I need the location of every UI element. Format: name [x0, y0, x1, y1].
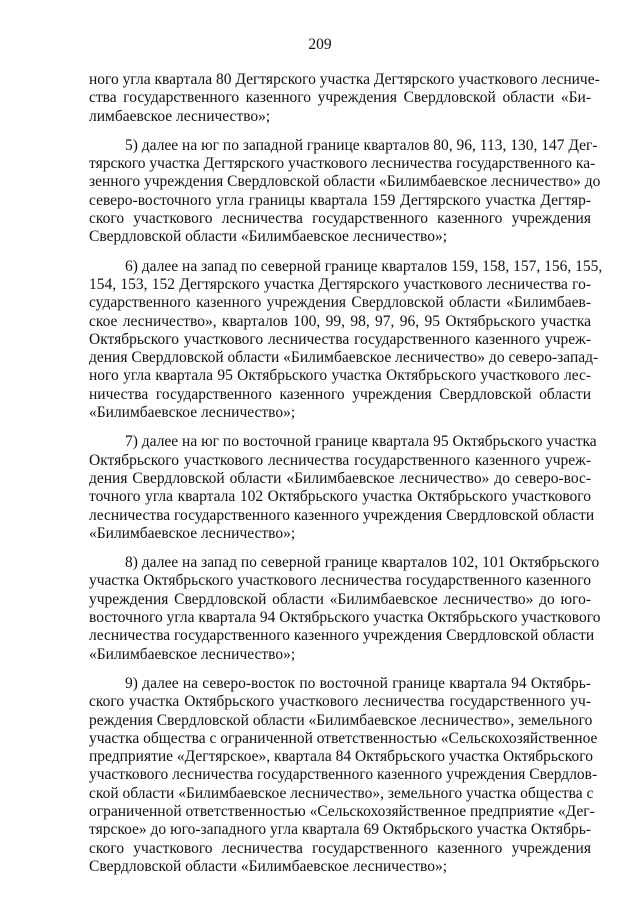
- text-line: 154, 153, 152 Дегтярского участка Дегтярского участкового лесничества го-: [89, 275, 591, 293]
- text-line: учреждения Свердловской области «Билимбаевское лесничество» до юго-: [89, 590, 591, 608]
- paragraph-0: [89, 71, 600, 126]
- text-line: ского участкового лесничества государственного казенного учреждения: [89, 839, 591, 857]
- paragraph-gap: [89, 126, 591, 137]
- text-line: «Билимбаевское лесничество»;: [89, 524, 296, 542]
- text-line: точного угла квартала 102 Октябрьского участка Октябрьского участкового: [89, 488, 591, 506]
- text-line: 5) далее на юг по западной границе кварталов 80, 96, 113, 130, 147 Дег-: [125, 136, 598, 154]
- text-line: тярское» до юго-западного угла квартала 69 Октябрьского участка Октябрь-: [89, 821, 591, 839]
- paragraph-1: [89, 136, 601, 247]
- text-line: восточного угла квартала 94 Октябрьского участка Октябрьского участкового: [89, 609, 601, 627]
- text-line: дения Свердловской области «Билимбаевское лесничество» до северо-вос-: [89, 469, 591, 487]
- paragraph-5: [89, 674, 598, 876]
- text-line: лесничества государственного казенного учреждения Свердловской области: [89, 506, 595, 524]
- text-line: ской области «Билимбаевское лесничество», земельного участка общества с: [89, 784, 594, 802]
- text-line: Свердловской области «Билимбаевское лесничество»;: [89, 857, 447, 875]
- text-line: 8) далее на запад по северной границе кварталов 102, 101 Октябрьского: [125, 554, 600, 572]
- paragraph-gap: [89, 664, 591, 675]
- text-line: 9) далее на северо-восток по восточной границе квартала 94 Октябрь-: [125, 674, 591, 692]
- text-line: «Билимбаевское лесничество»;: [89, 645, 296, 663]
- paragraph-4: [89, 554, 601, 664]
- paragraph-gap: [89, 543, 591, 554]
- text-line: участкового лесничества государственного казенного учреждения Свердлов-: [89, 766, 598, 784]
- text-line: ского участкового лесничества государственного казенного учреждения: [89, 210, 591, 228]
- text-line: ское лесничество», кварталов 100, 99, 98, 97, 96, 95 Октябрьского участка: [89, 312, 591, 330]
- text-line: сударственного казенного учреждения Свердловской области «Билимбаев-: [89, 294, 591, 312]
- text-line: лимбаевское лесничество»;: [89, 107, 271, 125]
- text-line: ского участка Октябрьского участкового лесничества государственного уч-: [89, 693, 591, 711]
- paragraph-gap: [89, 422, 591, 433]
- text-line: ства государственного казенного учреждения Свердловской области «Би-: [89, 89, 591, 107]
- text-line: предприятие «Дегтярское», квартала 84 Октябрьского участка Октябрьского: [89, 748, 593, 766]
- paragraph-2: [89, 257, 603, 423]
- text-line: 7) далее на юг по восточной границе квартала 95 Октябрьского участка: [125, 433, 597, 451]
- text-line: ограниченной ответственностью «Сельскохозяйственное предприятие «Дег-: [89, 802, 595, 820]
- text-line: «Билимбаевское лесничество»;: [89, 404, 296, 422]
- text-line: участка Октябрьского участкового лесничества государственного казенного: [89, 572, 591, 590]
- text-line: ничества государственного казенного учреждения Свердловской области: [89, 385, 591, 403]
- text-line: северо-восточного угла границы квартала 159 Дегтярского участка Дегтяр-: [89, 191, 591, 209]
- paragraph-gap: [89, 247, 591, 258]
- text-line: Октябрьского участкового лесничества государственного казенного учреж-: [89, 330, 591, 348]
- text-line: тярского участка Дегтярского участкового лесничества государственного ка-: [89, 155, 596, 173]
- text-line: реждения Свердловской области «Билимбаевское лесничество», земельного: [89, 711, 593, 729]
- text-line: зенного учреждения Свердловской области «Билимбаевское лесничество» до: [89, 173, 601, 191]
- text-line: Октябрьского участкового лесничества государственного казенного учреж-: [89, 451, 591, 469]
- text-line: Свердловской области «Билимбаевское лесничество»;: [89, 228, 447, 246]
- text-line: ного угла квартала 95 Октябрьского участка Октябрьского участкового лес-: [89, 367, 591, 385]
- text-line: ного угла квартала 80 Дегтярского участка Дегтярского участкового лесниче-: [89, 71, 600, 88]
- text-line: лесничества государственного казенного учреждения Свердловской области: [89, 627, 595, 645]
- text-line: 6) далее на запад по северной границе кварталов 159, 158, 157, 156, 155,: [125, 257, 603, 275]
- paragraph-3: [89, 433, 597, 543]
- page-number: 209: [308, 36, 332, 53]
- text-line: дения Свердловской области «Билимбаевское лесничество» до северо-запад-: [89, 349, 599, 367]
- text-line: участка общества с ограниченной ответственностью «Сельскохозяйственное: [89, 729, 598, 747]
- document-body: [89, 71, 603, 876]
